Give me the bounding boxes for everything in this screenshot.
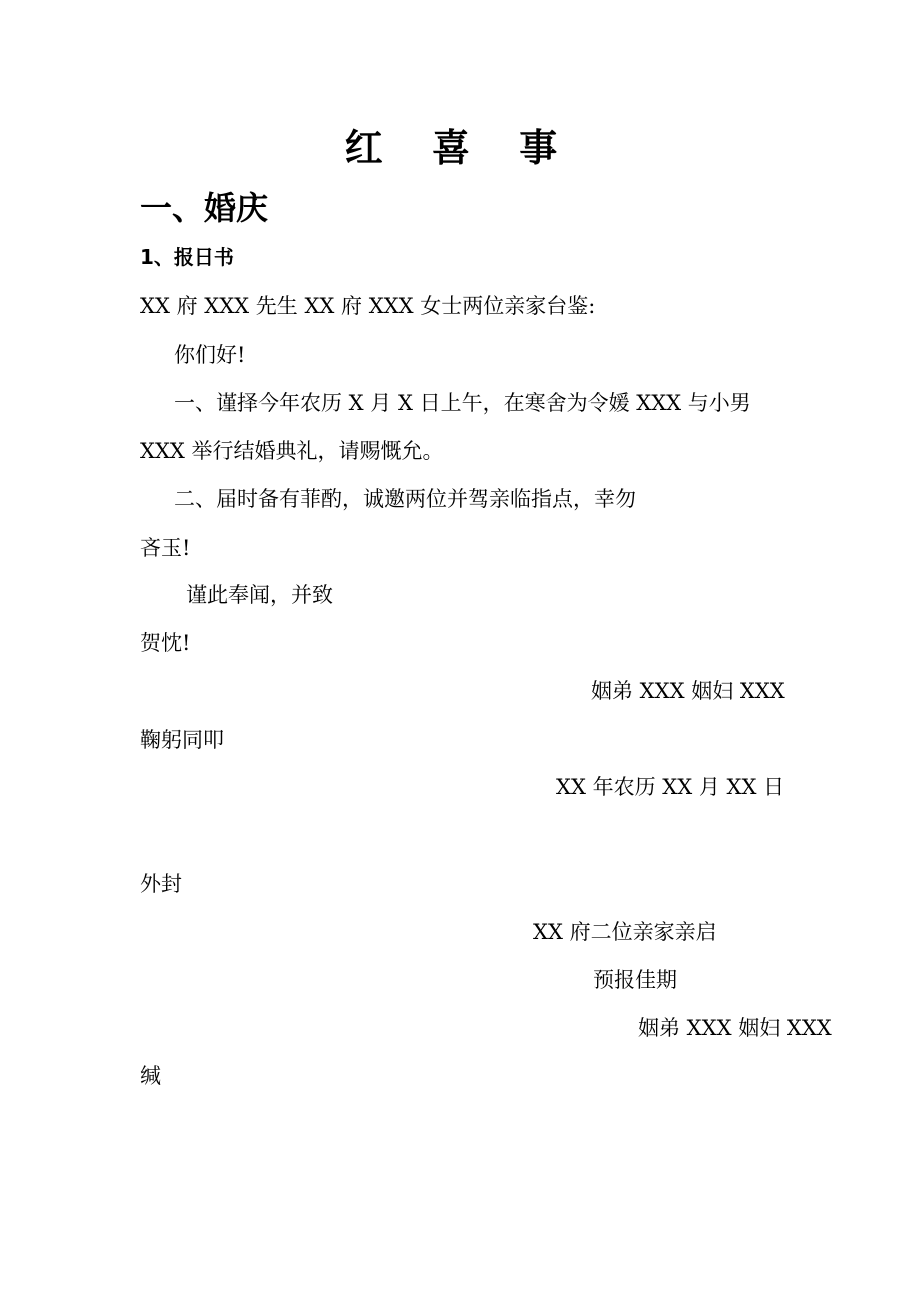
section-heading: 一、婚庆 — [140, 189, 269, 227]
envelope-sender: 姻弟 XXX 姻妇 XXX — [638, 1016, 832, 1040]
letter-bow: 鞠躬同叩 — [140, 728, 224, 752]
letter-item1-line2: XXX 举行结婚典礼，请赐慨允。 — [140, 439, 444, 463]
letter-item1-line1: 一、谨择今年农历 X 月 X 日上午，在寒舍为令媛 XXX 与小男 — [174, 391, 751, 415]
subsection-heading: 1、报日书 — [140, 245, 234, 269]
envelope-recipient: XX 府二位亲家亲启 — [533, 920, 717, 944]
letter-signature: 姻弟 XXX 姻妇 XXX — [591, 679, 785, 703]
letter-item2-line1: 二、届时备有菲酌，诚邀两位并驾亲临指点，幸勿 — [174, 487, 636, 511]
letter-greeting: 你们好! — [174, 343, 246, 367]
letter-closing-line2: 贺忱! — [140, 631, 191, 655]
envelope-seal: 缄 — [140, 1064, 161, 1088]
document-title: 红 喜 事 — [344, 126, 576, 170]
letter-closing-line1: 谨此奉闻，并致 — [186, 583, 333, 607]
letter-date: XX 年农历 XX 月 XX 日 — [556, 775, 785, 799]
letter-item2-line2: 吝玉! — [140, 536, 191, 560]
envelope-label: 外封 — [140, 872, 182, 896]
envelope-subject: 预报佳期 — [593, 968, 677, 992]
letter-salutation: XX 府 XXX 先生 XX 府 XXX 女士两位亲家台鉴: — [140, 294, 596, 318]
